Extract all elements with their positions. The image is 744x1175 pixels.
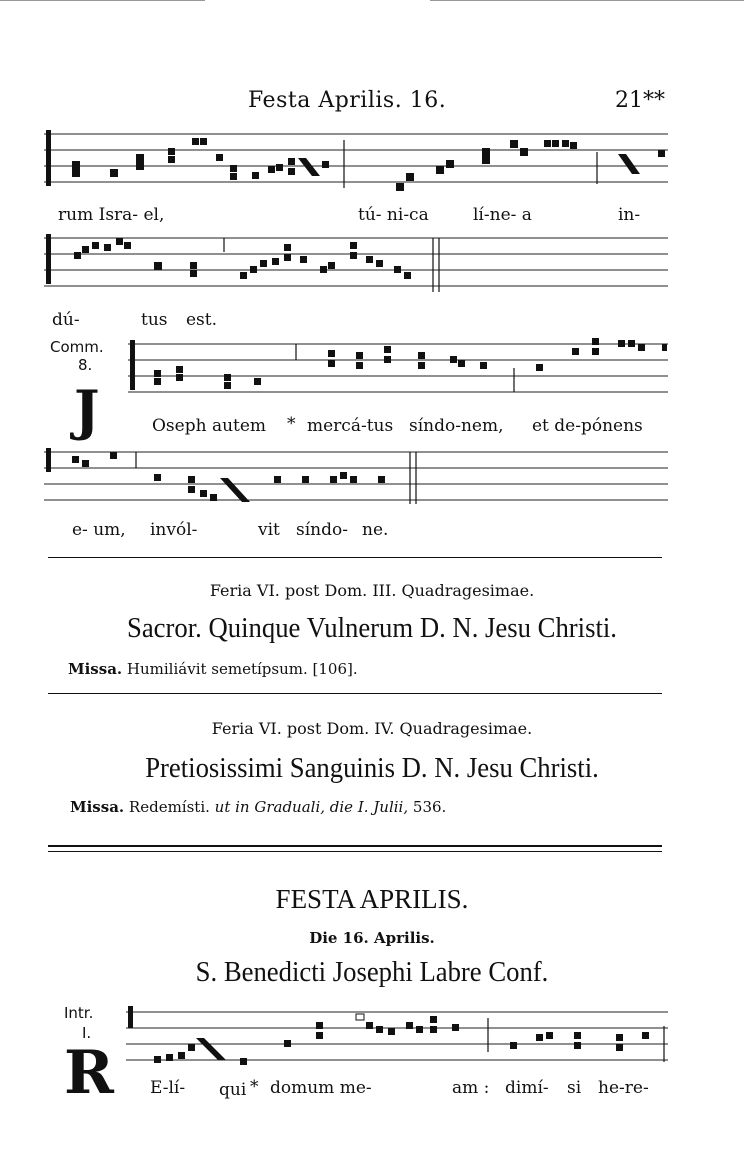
- introit-initial: R: [64, 1038, 114, 1108]
- lyric: síndo-nem,: [409, 416, 504, 436]
- c-clef-icon: [46, 234, 51, 284]
- lyric: E-lí-: [150, 1078, 186, 1098]
- lyric: qui: [219, 1080, 247, 1100]
- missa-line: [68, 660, 358, 678]
- c-clef-icon: [46, 130, 51, 186]
- missa-label: Missa.: [68, 660, 123, 678]
- double-rule-bottom: [48, 851, 662, 852]
- chant-staff-1: [44, 128, 668, 198]
- lyric: invól-: [150, 520, 198, 540]
- running-title: Festa Aprilis. 16.: [248, 88, 447, 113]
- lyric: e- um,: [72, 520, 126, 540]
- communio-initial: J: [74, 378, 100, 442]
- lyric: rum Isra- el,: [58, 205, 165, 225]
- lyric: in-: [618, 205, 641, 225]
- top-edge-line: [430, 0, 744, 1]
- missa-label: Missa.: [70, 798, 125, 816]
- feast-title: Pretiosissimi Sanguinis D. N. Jesu Christi.: [145, 752, 599, 784]
- missa-page: 536.: [412, 798, 447, 816]
- lyric: tú- ni-ca: [358, 205, 429, 225]
- saint-title: S. Benedicti Josephi Labre Conf.: [195, 956, 549, 988]
- missa-text-italic: ut in Graduali, die I. Julii,: [214, 798, 409, 816]
- chant-staff-3: [128, 334, 668, 400]
- section-rule: [48, 557, 662, 558]
- lyric: am :: [452, 1078, 490, 1098]
- c-clef-icon: [130, 340, 135, 390]
- lyric: si: [567, 1078, 582, 1098]
- missa-text: Redemísti.: [128, 798, 210, 816]
- lyric: *: [287, 414, 296, 434]
- lyric: est.: [186, 310, 218, 330]
- feast-date: Die 16. Aprilis.: [309, 929, 435, 947]
- lyric: ne.: [362, 520, 389, 540]
- lyric: dimí-: [505, 1078, 549, 1098]
- c-clef-icon: [128, 1006, 133, 1028]
- chant-staff-5: [126, 1004, 668, 1070]
- section-heading: FESTA APRILIS.: [275, 884, 469, 914]
- feast-title: Sacror. Quinque Vulnerum D. N. Jesu Christi.: [127, 612, 617, 644]
- lyric: he-re-: [598, 1078, 649, 1098]
- c-clef-icon: [46, 448, 51, 472]
- introit-label: Intr.: [64, 1004, 94, 1022]
- lyric: domum me-: [270, 1078, 372, 1098]
- missa-line: [70, 798, 446, 816]
- feria-heading: Feria VI. post Dom. IV. Quadragesimae.: [211, 719, 533, 738]
- missa-text: Humiliávit semetípsum. [106].: [126, 660, 358, 678]
- chant-staff-2: [44, 232, 668, 298]
- introit-mode: I.: [82, 1024, 92, 1042]
- lyric: lí-ne- a: [473, 205, 532, 225]
- lyric: vit: [258, 520, 280, 540]
- lyric: dú-: [52, 310, 80, 330]
- communio-mode: 8.: [78, 356, 93, 374]
- section-rule: [48, 693, 662, 694]
- lyric: et de-pónens: [532, 416, 643, 436]
- feria-heading: Feria VI. post Dom. III. Quadragesimae.: [209, 581, 535, 600]
- chant-staff-4: [44, 446, 668, 510]
- communio-label: Comm.: [50, 338, 104, 356]
- lyric: síndo-: [296, 520, 348, 540]
- lyric: Oseph autem: [152, 416, 267, 436]
- top-edge-line: [0, 0, 205, 1]
- lyric: mercá-tus: [307, 416, 394, 436]
- lyric: *: [250, 1077, 259, 1097]
- lyric: tus: [141, 310, 168, 330]
- double-rule-top: [48, 845, 662, 847]
- page-number: 21**: [615, 88, 665, 113]
